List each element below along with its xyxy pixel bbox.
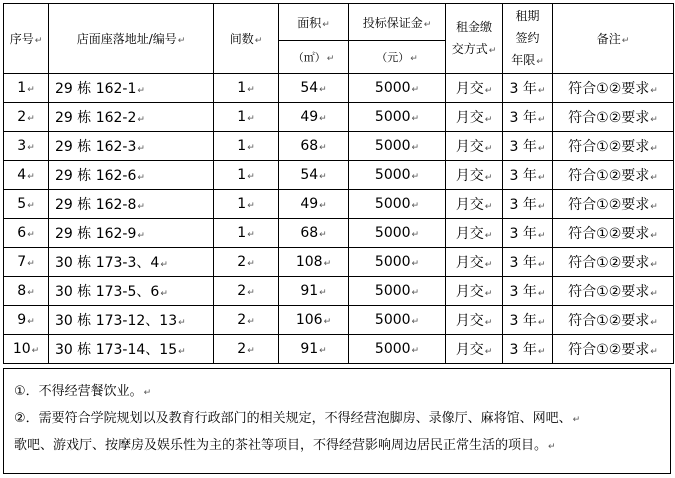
cell-remark: 符合①②要求↵ [553, 103, 674, 132]
cell-deposit: 5000↵ [349, 277, 446, 306]
cell-term: 3 年↵ [503, 306, 553, 335]
cell-remark: 符合①②要求↵ [553, 306, 674, 335]
cell-rooms: 1↵ [214, 103, 279, 132]
cell-area: 54↵ [279, 161, 349, 190]
cell-address: 29 栋 162-1↵ [49, 74, 214, 103]
cell-term: 3 年↵ [503, 219, 553, 248]
cell-area: 49↵ [279, 103, 349, 132]
cell-area: 54↵ [279, 74, 349, 103]
cell-rooms: 2↵ [214, 335, 279, 364]
cell-deposit: 5000↵ [349, 74, 446, 103]
cell-term: 3 年↵ [503, 190, 553, 219]
cell-deposit: 5000↵ [349, 161, 446, 190]
header-area-unit: （㎡）↵ [279, 41, 349, 74]
cell-deposit: 5000↵ [349, 248, 446, 277]
cell-payment: 月交↵ [446, 335, 503, 364]
cell-remark: 符合①②要求↵ [553, 335, 674, 364]
cell-seq: 10↵ [4, 335, 49, 364]
cell-area: 49↵ [279, 190, 349, 219]
cell-payment: 月交↵ [446, 161, 503, 190]
cell-address: 29 栋 162-6↵ [49, 161, 214, 190]
cell-area: 91↵ [279, 335, 349, 364]
cell-payment: 月交↵ [446, 132, 503, 161]
cell-address: 29 栋 162-8↵ [49, 190, 214, 219]
cell-rooms: 2↵ [214, 277, 279, 306]
cell-seq: 4↵ [4, 161, 49, 190]
cell-remark: 符合①②要求↵ [553, 219, 674, 248]
header-row [4, 4, 674, 41]
cell-payment: 月交↵ [446, 306, 503, 335]
header-rent-payment: 租金缴 交方式↵ [446, 4, 503, 74]
header-rooms: 间数↵ [214, 4, 279, 74]
cell-area: 68↵ [279, 219, 349, 248]
header-deposit: 投标保证金↵ [349, 4, 446, 41]
cell-seq: 1↵ [4, 74, 49, 103]
cell-deposit: 5000↵ [349, 103, 446, 132]
cell-rooms: 1↵ [214, 74, 279, 103]
cell-deposit: 5000↵ [349, 190, 446, 219]
cell-rooms: 2↵ [214, 248, 279, 277]
cell-deposit: 5000↵ [349, 132, 446, 161]
cell-term: 3 年↵ [503, 248, 553, 277]
cell-remark: 符合①②要求↵ [553, 161, 674, 190]
cell-area: 68↵ [279, 132, 349, 161]
cell-term: 3 年↵ [503, 74, 553, 103]
cell-payment: 月交↵ [446, 219, 503, 248]
cell-seq: 6↵ [4, 219, 49, 248]
cell-payment: 月交↵ [446, 103, 503, 132]
table-row [4, 277, 674, 306]
header-area: 面积↵ [279, 4, 349, 41]
cell-rooms: 2↵ [214, 306, 279, 335]
cell-seq: 3↵ [4, 132, 49, 161]
cell-seq: 2↵ [4, 103, 49, 132]
header-deposit-unit: （元）↵ [349, 41, 446, 74]
table-row [4, 335, 674, 364]
header-remarks: 备注↵ [553, 4, 674, 74]
cell-area: 108↵ [279, 248, 349, 277]
table-row [4, 132, 674, 161]
table-row [4, 190, 674, 219]
cell-address: 30 栋 173-3、4↵ [49, 248, 214, 277]
cell-seq: 9↵ [4, 306, 49, 335]
cell-payment: 月交↵ [446, 74, 503, 103]
cell-area: 106↵ [279, 306, 349, 335]
table-row [4, 219, 674, 248]
cell-address: 30 栋 173-5、6↵ [49, 277, 214, 306]
table-row [4, 248, 674, 277]
cell-term: 3 年↵ [503, 277, 553, 306]
notes-box [3, 368, 671, 474]
note-2: ②．需要符合学院规划以及教育行政部门的相关规定，不得经营泡脚房、录像厅、麻将馆、网吧、↵ [14, 411, 581, 426]
cell-rooms: 1↵ [214, 132, 279, 161]
cell-remark: 符合①②要求↵ [553, 74, 674, 103]
cell-term: 3 年↵ [503, 132, 553, 161]
cell-address: 30 栋 173-14、15↵ [49, 335, 214, 364]
cell-rooms: 1↵ [214, 190, 279, 219]
cell-payment: 月交↵ [446, 277, 503, 306]
cell-address: 29 栋 162-2↵ [49, 103, 214, 132]
cell-remark: 符合①②要求↵ [553, 277, 674, 306]
shop-lease-table [3, 3, 674, 364]
cell-term: 3 年↵ [503, 103, 553, 132]
cell-deposit: 5000↵ [349, 219, 446, 248]
cell-deposit: 5000↵ [349, 335, 446, 364]
cell-deposit: 5000↵ [349, 306, 446, 335]
cell-address: 30 栋 173-12、13↵ [49, 306, 214, 335]
cell-remark: 符合①②要求↵ [553, 132, 674, 161]
table-row [4, 161, 674, 190]
cell-payment: 月交↵ [446, 190, 503, 219]
cell-rooms: 1↵ [214, 219, 279, 248]
header-address: 店面座落地址/编号↵ [49, 4, 214, 74]
table-row [4, 74, 674, 103]
cell-seq: 7↵ [4, 248, 49, 277]
cell-term: 3 年↵ [503, 161, 553, 190]
note-1: ①．不得经营餐饮业。↵ [14, 384, 152, 399]
cell-area: 91↵ [279, 277, 349, 306]
header-lease-term: 租期 签约 年限↵ [503, 4, 553, 74]
header-seq: 序号↵ [4, 4, 49, 74]
table-row [4, 306, 674, 335]
cell-rooms: 1↵ [214, 161, 279, 190]
table-row [4, 103, 674, 132]
note-3: 歌吧、游戏厅、按摩房及娱乐性为主的茶社等项目，不得经营影响周边居民正常生活的项目。↵ [14, 438, 556, 453]
cell-payment: 月交↵ [446, 248, 503, 277]
cell-remark: 符合①②要求↵ [553, 190, 674, 219]
cell-address: 29 栋 162-3↵ [49, 132, 214, 161]
cell-seq: 5↵ [4, 190, 49, 219]
cell-address: 29 栋 162-9↵ [49, 219, 214, 248]
cell-term: 3 年↵ [503, 335, 553, 364]
cell-remark: 符合①②要求↵ [553, 248, 674, 277]
cell-seq: 8↵ [4, 277, 49, 306]
